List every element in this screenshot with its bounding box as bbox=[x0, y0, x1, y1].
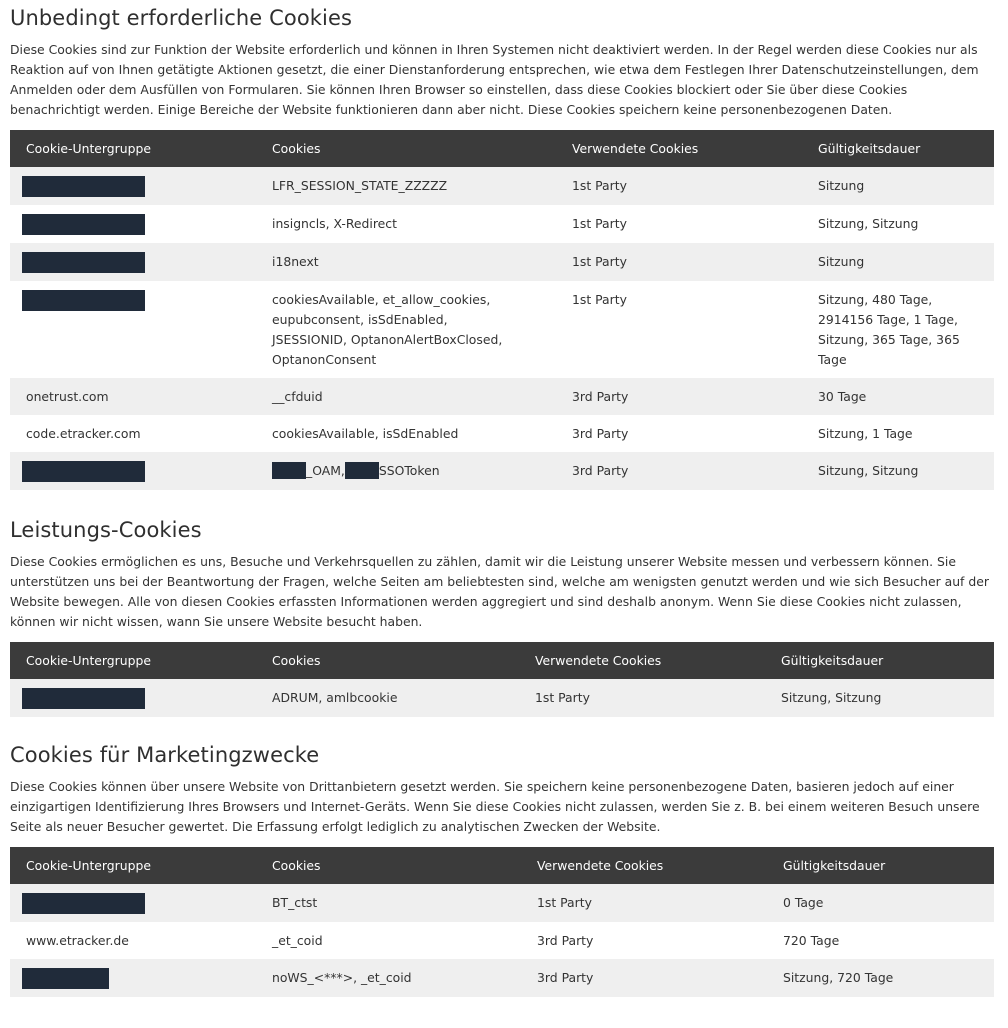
subgroup-cell: code.etracker.com bbox=[26, 426, 141, 441]
redacted-block bbox=[22, 214, 145, 235]
section-title: Cookies für Marketingzwecke bbox=[10, 743, 320, 767]
duration-cell: Sitzung bbox=[818, 254, 865, 269]
section-description: Diese Cookies ermöglichen es uns, Besuche und Verkehrsquellen zu zählen, damit wir die Leistung unserer Website messen und verbessern können. Sie unterstützen uns bei der Beantwortung der Fragen, welche Seiten am beliebtesten sind, welche am wenigsten genutzt werden und wie sich Besucher auf der Website bewegen. Alle von diesen Cookies erfassten Informationen werden aggregiert und sind deshalb anonym. Wenn Sie diese Cookies nicht zulassen, können wir nicht wissen, wann Sie unsere Website besucht haben. bbox=[10, 554, 989, 629]
cookies-cell: cookiesAvailable, isSdEnabled bbox=[272, 426, 459, 441]
header-cookies: Cookies bbox=[272, 858, 321, 873]
section-description: Diese Cookies sind zur Funktion der Website erforderlich und können in Ihren Systemen nicht deaktiviert werden. In der Regel werden diese Cookies nur als Reaktion auf von Ihnen getätigte Aktionen gesetzt, die einer Dienstanforderung entsprechen, wie etwa dem Festlegen Ihrer Datenschutzeinstellungen, dem Anmelden oder dem Ausfüllen von Formularen. Sie können Ihren Browser so einstellen, dass diese Cookies blockiert oder Sie über diese Cookies benachrichtigt werden. Einige Bereiche der Website funktionieren dann aber nicht. Diese Cookies speichern keine personenbezogenen Daten. bbox=[10, 42, 979, 117]
redacted-block bbox=[345, 462, 379, 479]
cookies-cell: _et_coid bbox=[272, 933, 323, 948]
party-cell: 3rd Party bbox=[537, 933, 594, 948]
table-row bbox=[10, 378, 994, 415]
subgroup-cell: onetrust.com bbox=[26, 389, 109, 404]
duration-cell: 0 Tage bbox=[783, 895, 824, 910]
table-header-row bbox=[10, 642, 994, 679]
cookie-name: _OAM, bbox=[306, 463, 345, 478]
table-row bbox=[10, 167, 994, 205]
duration-cell: 30 Tage bbox=[818, 389, 867, 404]
header-cookies: Cookies bbox=[272, 141, 321, 156]
duration-cell: Sitzung, Sitzung bbox=[818, 463, 919, 478]
redacted-block bbox=[22, 176, 145, 197]
table-row bbox=[10, 281, 994, 378]
header-duration: Gültigkeitsdauer bbox=[783, 858, 886, 873]
table-row bbox=[10, 959, 994, 997]
subgroup-cell bbox=[10, 679, 256, 717]
redacted-block bbox=[22, 893, 145, 914]
subgroup-cell bbox=[10, 281, 256, 378]
party-cell: 1st Party bbox=[572, 292, 627, 307]
party-cell: 3rd Party bbox=[572, 389, 629, 404]
party-cell: 1st Party bbox=[537, 895, 592, 910]
header-cookies: Cookies bbox=[272, 653, 321, 668]
redacted-block bbox=[22, 688, 145, 709]
table-row bbox=[10, 679, 994, 717]
duration-cell: Sitzung bbox=[818, 178, 865, 193]
subgroup-cell bbox=[10, 959, 256, 997]
party-cell: 1st Party bbox=[535, 690, 590, 705]
party-cell: 1st Party bbox=[572, 254, 627, 269]
subgroup-cell bbox=[10, 884, 256, 922]
party-cell: 1st Party bbox=[572, 178, 627, 193]
subgroup-cell bbox=[10, 243, 256, 281]
table-row bbox=[10, 922, 994, 959]
redacted-block bbox=[22, 968, 109, 989]
table-row bbox=[10, 243, 994, 281]
table-header-row bbox=[10, 847, 994, 884]
header-used-cookies: Verwendete Cookies bbox=[572, 141, 699, 156]
cookie-table bbox=[10, 642, 994, 717]
cookies-cell: BT_ctst bbox=[272, 895, 318, 910]
duration-cell: Sitzung, Sitzung bbox=[781, 690, 882, 705]
table-row bbox=[10, 205, 994, 243]
section-title: Leistungs-Cookies bbox=[10, 518, 202, 542]
table-row bbox=[10, 415, 994, 452]
duration-cell: Sitzung, 480 Tage, 2914156 Tage, 1 Tage, Sitzung, 365 Tage, 365 Tage bbox=[818, 292, 960, 367]
cookies-cell: noWS_<***>, _et_coid bbox=[272, 970, 412, 985]
header-duration: Gültigkeitsdauer bbox=[818, 141, 921, 156]
subgroup-cell bbox=[10, 452, 256, 490]
section-title: Unbedingt erforderliche Cookies bbox=[10, 6, 353, 30]
cookies-cell: __cfduid bbox=[272, 389, 323, 404]
cookie-table bbox=[10, 130, 994, 490]
cookies-cell: insigncls, X-Redirect bbox=[272, 216, 397, 231]
section-marketing bbox=[10, 741, 994, 997]
section-performance bbox=[10, 516, 994, 717]
redacted-block bbox=[22, 461, 145, 482]
header-used-cookies: Verwendete Cookies bbox=[535, 653, 662, 668]
header-used-cookies: Verwendete Cookies bbox=[537, 858, 664, 873]
party-cell: 3rd Party bbox=[537, 970, 594, 985]
cookies-cell: i18next bbox=[272, 254, 319, 269]
duration-cell: 720 Tage bbox=[783, 933, 840, 948]
cookies-cell bbox=[256, 452, 556, 490]
cookie-name: SSOToken bbox=[378, 463, 440, 478]
duration-cell: Sitzung, Sitzung bbox=[818, 216, 919, 231]
redacted-block bbox=[22, 290, 145, 311]
table-row bbox=[10, 884, 994, 922]
header-subgroup: Cookie-Untergruppe bbox=[26, 858, 151, 873]
cookie-table bbox=[10, 847, 994, 997]
redacted-block bbox=[272, 462, 306, 479]
duration-cell: Sitzung, 720 Tage bbox=[783, 970, 894, 985]
subgroup-cell bbox=[10, 205, 256, 243]
duration-cell: Sitzung, 1 Tage bbox=[818, 426, 913, 441]
redacted-block bbox=[22, 252, 145, 273]
cookie-policy-page bbox=[0, 4, 1004, 997]
party-cell: 3rd Party bbox=[572, 426, 629, 441]
party-cell: 1st Party bbox=[572, 216, 627, 231]
header-subgroup: Cookie-Untergruppe bbox=[26, 653, 151, 668]
header-subgroup: Cookie-Untergruppe bbox=[26, 141, 151, 156]
section-description: Diese Cookies können über unsere Website von Drittanbietern gesetzt werden. Sie speichern keine personenbezogene Daten, basieren jedoch auf einer einzigartigen Identifizierung Ihres Browsers und Internet-Geräts. Wenn Sie diese Cookies nicht zulassen, werden Sie z. B. bei einem weiteren Besuch unsere Seite als neuer Besucher gewertet. Die Erfassung erfolgt lediglich zu analytischen Zwecken der Website. bbox=[10, 779, 980, 834]
party-cell: 3rd Party bbox=[572, 463, 629, 478]
cookies-cell: LFR_SESSION_STATE_ZZZZZ bbox=[272, 178, 448, 193]
cookies-cell: ADRUM, amlbcookie bbox=[272, 690, 398, 705]
table-row bbox=[10, 452, 994, 490]
section-strictly-necessary bbox=[10, 4, 994, 490]
cookies-cell: cookiesAvailable, et_allow_cookies, eupubconsent, isSdEnabled, JSESSIONID, OptanonAlertBoxClosed, OptanonConsent bbox=[272, 292, 503, 367]
header-duration: Gültigkeitsdauer bbox=[781, 653, 884, 668]
table-header-row bbox=[10, 130, 994, 167]
subgroup-cell bbox=[10, 167, 256, 205]
subgroup-cell: www.etracker.de bbox=[26, 933, 129, 948]
